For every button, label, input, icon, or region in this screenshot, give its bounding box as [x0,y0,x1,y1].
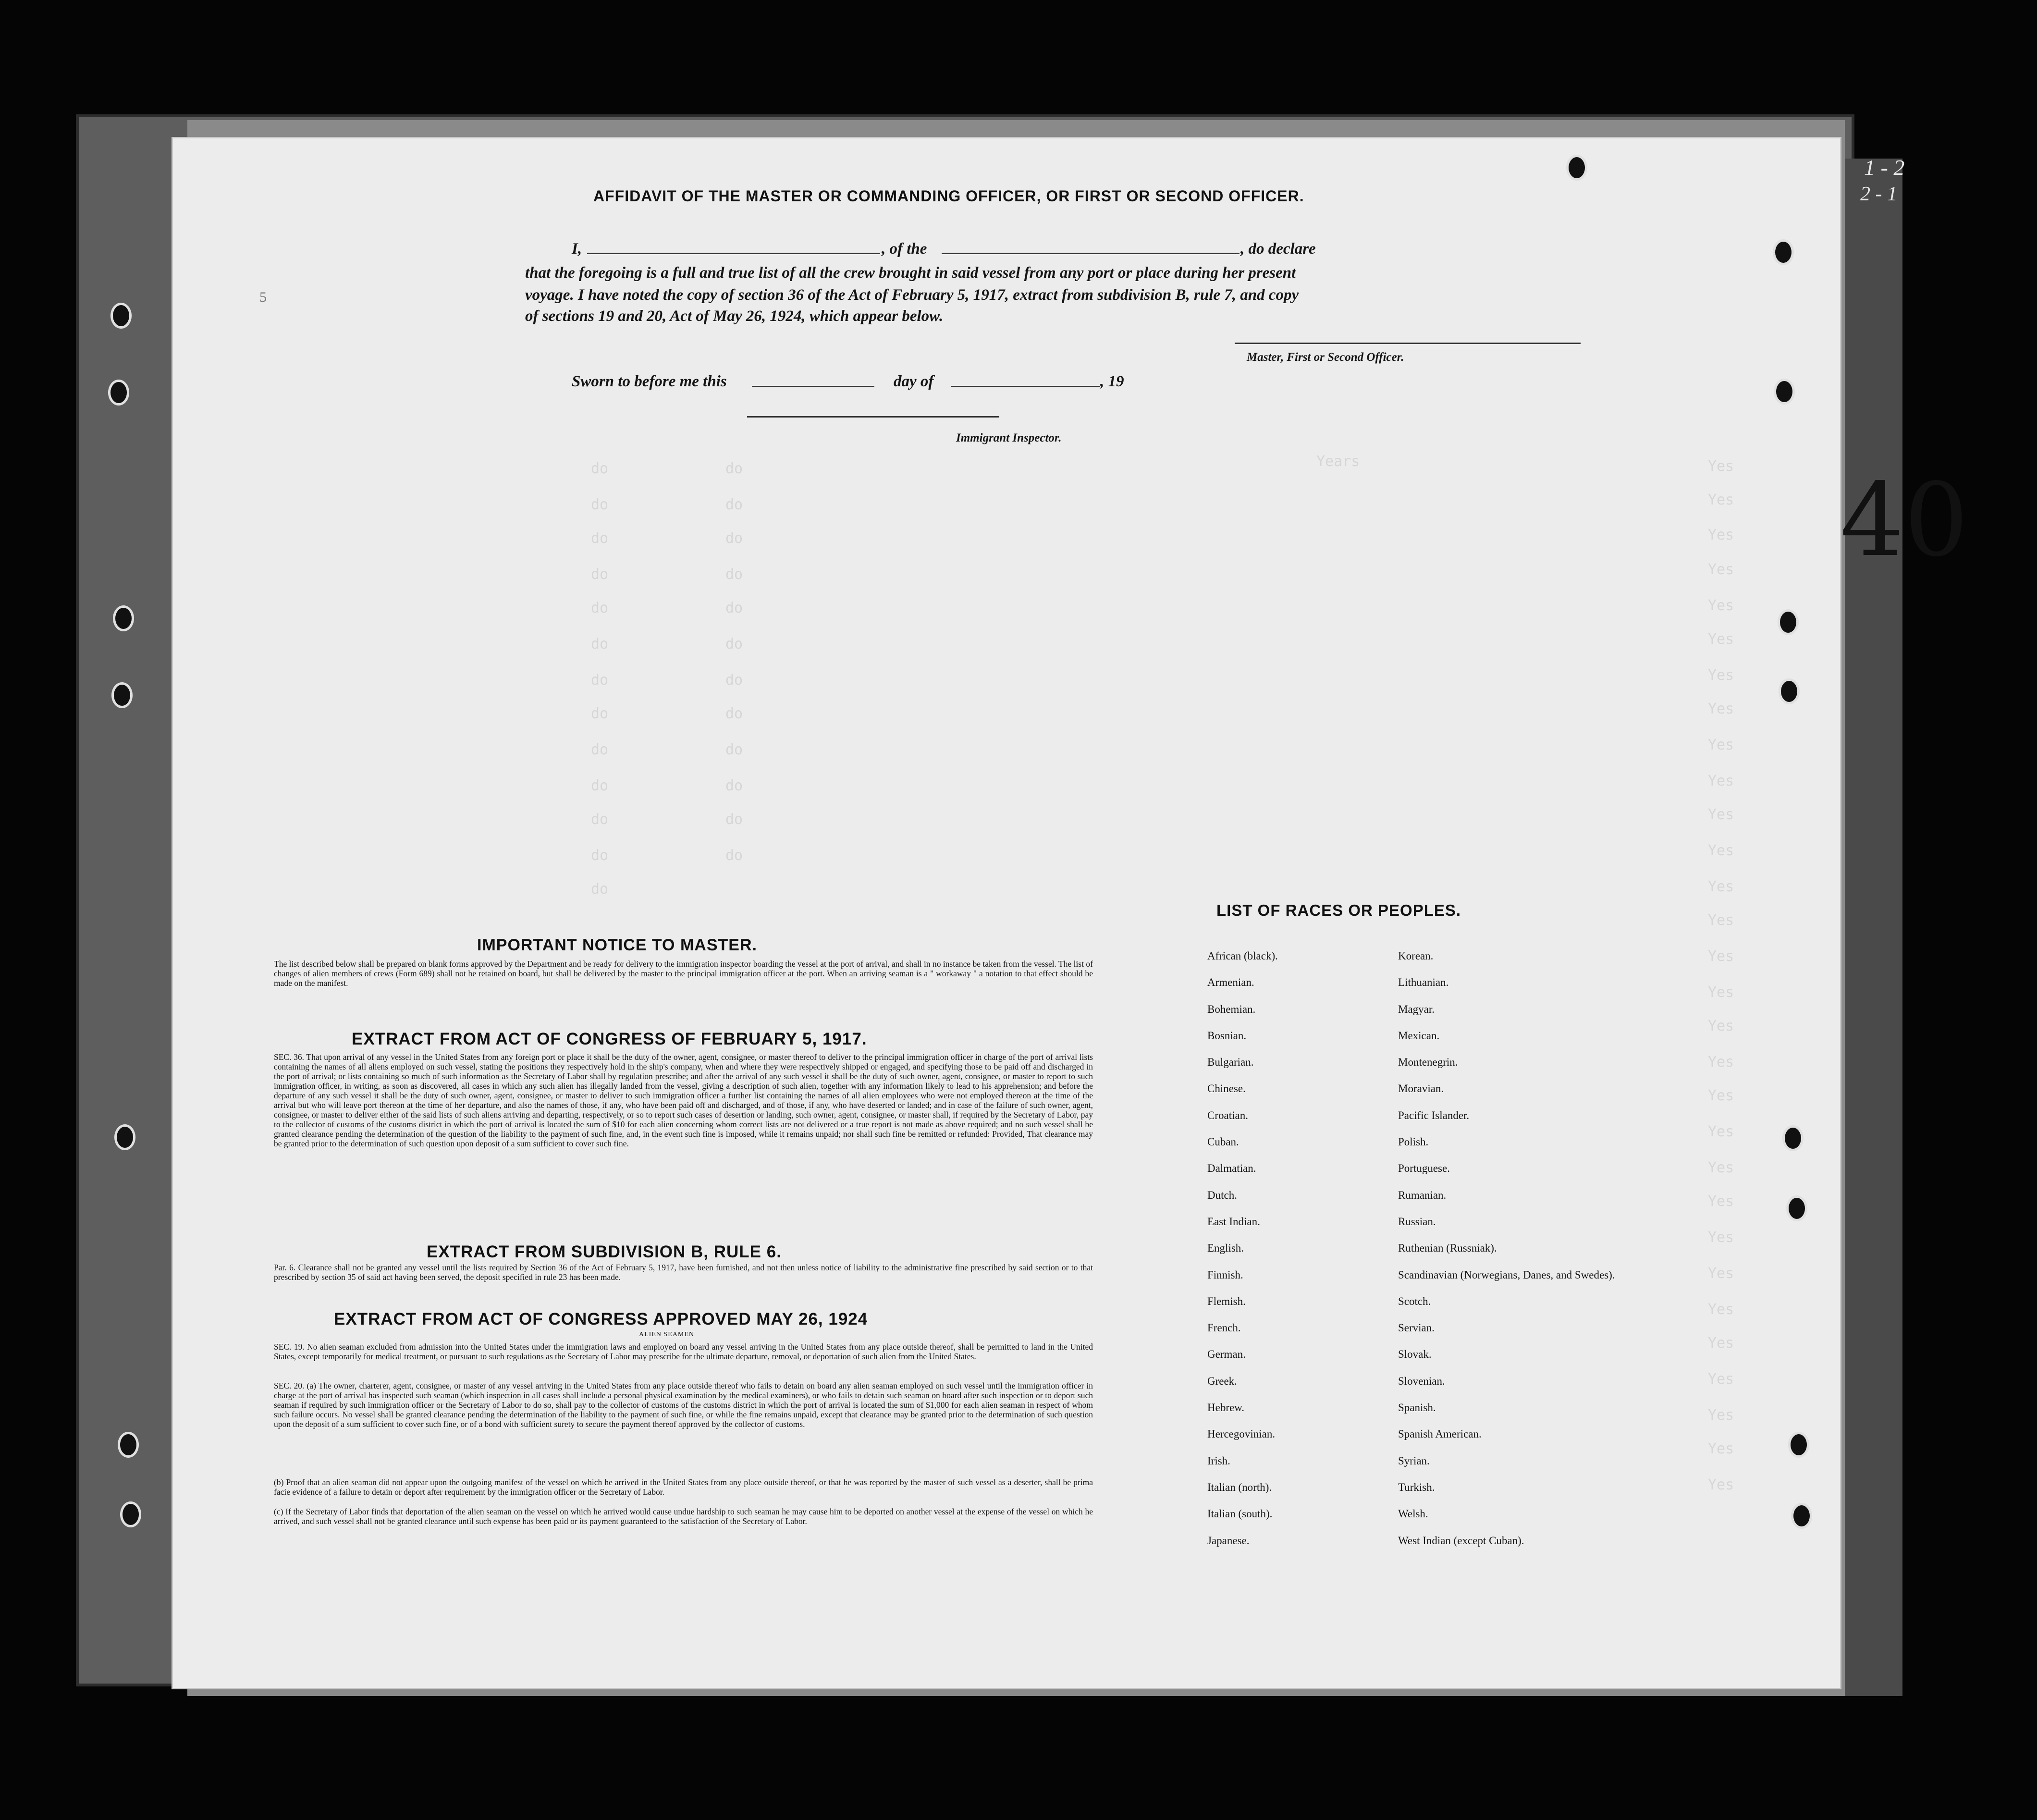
show-through-ditto: do [725,600,743,616]
race-item: Bosnian. [1207,1029,1247,1042]
extract-1924-title: EXTRACT FROM ACT OF CONGRESS APPROVED MAY 26, 1924 [334,1310,868,1328]
affidavit-line-4: of sections 19 and 20, Act of May 26, 1924, which appear below. [525,307,944,325]
show-through-yes: Yes [1708,1159,1734,1176]
race-item: Chinese. [1207,1082,1246,1095]
race-item: English. [1207,1242,1244,1254]
race-item: Portuguese. [1398,1162,1450,1175]
race-item: Scandinavian (Norwegians, Danes, and Swedes). [1398,1268,1615,1281]
race-item: West Indian (except Cuban). [1398,1534,1524,1547]
right-punch-hole [1786,1195,1807,1221]
show-through-yes: Yes [1708,1265,1734,1282]
race-item: Syrian. [1398,1454,1430,1467]
show-through-yes: Yes [1708,458,1734,475]
race-item: Hercegovinian. [1207,1428,1276,1440]
extract-1924-sec19: SEC. 19. No alien seaman excluded from admission into the United States under the immigration laws and employed on board any vessel arriving in the United States from any place outside thereof, shall be permitted to land in the United States, except temporarily for medical treatment, or pursuant to such regulations as the Secretary of Labor may prescribe for the ultimate departure, removal, or deportation of such alien from the United States. [274,1342,1093,1361]
left-binding-hole [113,605,134,631]
left-binding-hole [108,380,129,406]
show-through-yes: Yes [1708,492,1734,508]
show-through-ditto: do [591,496,609,513]
race-item: French. [1207,1322,1241,1334]
vessel-name-line [942,253,1239,254]
notice-title: IMPORTANT NOTICE TO MASTER. [477,936,757,954]
inspector-signature-line [747,416,999,418]
show-through-ditto: do [591,741,609,758]
races-column-1 [1207,949,1371,1561]
show-through-ditto: do [725,566,743,583]
races-title: LIST OF RACES OR PEOPLES. [1216,901,1461,919]
inspector-label: Immigrant Inspector. [956,431,1062,444]
race-item: Scotch. [1398,1295,1431,1307]
race-item: Croatian. [1207,1109,1248,1121]
show-through-yes: Yes [1708,561,1734,578]
race-item: Flemish. [1207,1295,1246,1307]
race-item: Italian (north). [1207,1481,1272,1493]
show-through-yes: Yes [1708,948,1734,965]
affidavit-declare-label: , do declare [1240,240,1316,258]
extract-1924-sec20a: SEC. 20. (a) The owner, charterer, agent, consignee, or master of any vessel arriving in the United States from any place outside thereof who fails to detain on board any alien seaman employed on such vessel until the immigration officer in charge at the port of arrival has inspected such seaman (which inspection in all cases shall include a personal physical examination by the medical examiners), or who fails to detain such seaman on board after such inspection or to deport such seaman if required by such immigration officer or the Secretary of Labor to do so, shall pay to the collector of customs of the customs district in which the port of arrival is located the sum of $1,000 for each alien seaman in respect of whom such failure occurs. No vessel shall be granted clearance pending the determination of the liability to the payment of such fine, or while the fine remains unpaid, except that clearance may be granted prior to the determination of such question upon the deposit of a sum sufficient to cover such fine, or of a bond with sufficient surety to secure the payment thereof approved by the collector of customs. [274,1381,1093,1429]
race-item: German. [1207,1348,1246,1361]
race-item: Welsh. [1398,1508,1428,1520]
race-item: Irish. [1207,1454,1230,1467]
margin-note-top-2: 2 - 1 [1860,183,1897,205]
margin-note-top-1: 1 - 2 [1864,155,1905,180]
show-through-yes: Yes [1708,527,1734,543]
show-through-ditto: do [725,636,743,652]
left-binding-hole [111,682,133,708]
show-through-yes: Yes [1708,1018,1734,1034]
race-item: Lithuanian. [1398,976,1449,989]
sworn-month-line [951,386,1100,387]
affidavit-title: AFFIDAVIT OF THE MASTER OR COMMANDING OFFICER, OR FIRST OR SECOND OFFICER. [593,187,1304,205]
left-binding-hole [110,303,132,329]
show-through-ditto: do [591,881,609,898]
show-through-yes: Yes [1708,984,1734,1001]
race-item: Rumanian. [1398,1189,1447,1201]
show-through-yes: Yes [1708,1335,1734,1352]
affidavit-of-the-label: , of the [882,240,927,258]
race-item: Japanese. [1207,1534,1250,1547]
show-through-ditto: do [591,600,609,616]
margin-note-left-mark: 5 [259,289,267,305]
notice-body: The list described below shall be prepared on blank forms approved by the Department and be ready for delivery to the immigration inspector boarding the vessel at the port of arrival, and shall in no instance be taken from the vessel. The list of changes of alien members of crews (Form 689) shall not be retained on board, but shall be delivered by the master to the principal immigration officer at the port. When an arriving seaman is a " workaway " a notation to that effect should be made on the manifest. [274,959,1093,988]
show-through-ditto: do [725,811,743,828]
show-through-ditto: do [725,741,743,758]
race-item: Spanish. [1398,1402,1436,1414]
show-through-years: Years [1316,453,1360,470]
show-through-ditto: do [591,811,609,828]
margin-note-large-number: 40 [1840,461,1969,579]
right-punch-hole [1566,155,1587,181]
show-through-ditto: do [725,672,743,689]
master-signature-line [1235,343,1581,344]
right-punch-hole [1779,678,1800,704]
right-punch-hole [1791,1503,1812,1529]
show-through-ditto: do [591,847,609,864]
race-item: Hebrew. [1207,1402,1245,1414]
race-item: Montenegrin. [1398,1056,1458,1069]
right-punch-hole [1782,1125,1804,1151]
show-through-ditto: do [591,460,609,477]
show-through-yes: Yes [1708,1440,1734,1457]
show-through-yes: Yes [1708,737,1734,753]
race-item: Slovak. [1398,1348,1432,1361]
affidavit-i-label: I, [572,240,582,258]
master-name-line [587,253,880,254]
left-binding-hole [114,1124,135,1150]
right-punch-hole [1773,239,1794,265]
show-through-ditto: do [725,496,743,513]
sworn-year-label: , 19 [1100,373,1124,390]
show-through-yes: Yes [1708,842,1734,859]
race-item: Cuban. [1207,1136,1239,1148]
race-item: Moravian. [1398,1082,1444,1095]
race-item: Bohemian. [1207,1003,1256,1015]
sworn-day-line [752,386,874,387]
extract-rule6-title: EXTRACT FROM SUBDIVISION B, RULE 6. [427,1242,782,1261]
extract-1917-body: SEC. 36. That upon arrival of any vessel in the United States from any foreign port or place it shall be the duty of the owner, agent, consignee, or master thereof to deliver to the principal immigration officer in charge of the port of arrival lists containing the names of all aliens employed on such vessel, stating the positions they respectively hold in the ship's company, when and where they were respectively shipped or engaged, and specifying those to be paid off and discharged in the port of arrival; or lists containing so much of such information as the Secretary of Labor shall by regulation prescribe; and after the arrival of any such vessel it shall be the duty of such owner, agent, consignee, or master to report to such immigration officer, in writing, as soon as discovered, all cases in which any such alien has illegally landed from the vessel, giving a description of such alien, together with any information likely to lead to his apprehension; and before the departure of any such vessel it shall be the duty of such owner, agent, consignee, or master to deliver to such immigration officer a further list containing the names of all alien employees who were not employed thereon at the time of the arrival but who will leave port thereon at the time of her departure, and also the names of those, if any, who have been paid off and discharged, and of those, if any, who have deserted or landed; and in case of the failure of such owner, agent, consignee, or master to deliver either of the said lists of such aliens arriving and departing, respectively, or so to report such cases of desertion or landing, such owner, agent, consignee, or master shall, if required by the Secretary of Labor, pay to the collector of customs of the customs district in which the port of arrival is located the sum of $10 for each alien concerning whom correct lists are not delivered or a true report is not made as above required; and no such vessel shall be granted clearance pending the determination of the question of the liability to the payment of such fine, and, in the event such fine is imposed, while it remains unpaid; nor shall such fine be remitted or refunded: Provided, That clearance may be granted prior to the determination of such question upon deposit of a sum sufficient to cover such fine. [274,1052,1093,1148]
show-through-yes: Yes [1708,1087,1734,1104]
race-item: Turkish. [1398,1481,1435,1493]
left-binding-hole [118,1432,139,1458]
race-item: African (black). [1207,950,1278,962]
show-through-ditto: do [725,705,743,722]
right-punch-hole [1788,1432,1809,1458]
show-through-ditto: do [725,530,743,547]
race-item: Dalmatian. [1207,1162,1256,1175]
show-through-yes: Yes [1708,1123,1734,1140]
race-item: East Indian. [1207,1215,1260,1228]
show-through-yes: Yes [1708,878,1734,895]
race-item: Ruthenian (Russniak). [1398,1242,1497,1254]
race-item: Magyar. [1398,1003,1435,1015]
extract-1924-sec20c: (c) If the Secretary of Labor finds that deportation of the alien seaman on the vessel on which he arrived would cause undue hardship to such seaman he may cause him to be deported on another vessel at the expense of the vessel on which he arrived, and such vessel shall not be granted clearance until such expense has been paid or its payment guaranteed to the satisfaction of the Secretary of Labor. [274,1507,1093,1526]
show-through-ditto: do [591,636,609,652]
race-item: Mexican. [1398,1029,1440,1042]
sworn-day-of-label: day of [894,373,934,390]
show-through-yes: Yes [1708,701,1734,717]
show-through-yes: Yes [1708,1229,1734,1246]
race-item: Pacific Islander. [1398,1109,1470,1121]
show-through-ditto: do [725,460,743,477]
show-through-ditto: do [591,530,609,547]
show-through-yes: Yes [1708,1054,1734,1070]
show-through-ditto: do [591,777,609,794]
extract-1924-subtitle: ALIEN SEAMEN [639,1331,695,1338]
show-through-yes: Yes [1708,597,1734,614]
race-item: Italian (south). [1207,1508,1273,1520]
form-page [173,138,1840,1688]
race-item: Dutch. [1207,1189,1237,1201]
master-signature-label: Master, First or Second Officer. [1247,351,1404,364]
show-through-yes: Yes [1708,773,1734,789]
show-through-yes: Yes [1708,1407,1734,1424]
show-through-yes: Yes [1708,631,1734,648]
races-column-2 [1398,949,1667,1561]
show-through-ditto: do [725,777,743,794]
show-through-yes: Yes [1708,667,1734,684]
race-item: Bulgarian. [1207,1056,1254,1069]
extract-1924-sec20b: (b) Proof that an alien seaman did not appear upon the outgoing manifest of the vessel on which he arrived in the United States from any place outside thereof, or that he was reported by the master of such vessel as a deserter, shall be prima facie evidence of a failure to detain or deport after requirement by the immigration officer or the Secretary of Labor. [274,1477,1093,1497]
show-through-ditto: do [725,847,743,864]
affidavit-line-2: that the foregoing is a full and true list of all the crew brought in said vessel from any port or place during her present [525,264,1296,282]
extract-1917-title: EXTRACT FROM ACT OF CONGRESS OF FEBRUARY 5, 1917. [352,1030,867,1048]
left-binding-hole [120,1501,141,1527]
race-item: Slovenian. [1398,1375,1445,1387]
affidavit-line-3: voyage. I have noted the copy of section 36 of the Act of February 5, 1917, extract from subdivision B, rule 7, and copy [525,286,1299,304]
show-through-ditto: do [591,672,609,689]
race-item: Polish. [1398,1136,1429,1148]
race-item: Finnish. [1207,1268,1243,1281]
race-item: Korean. [1398,950,1434,962]
show-through-ditto: do [591,566,609,583]
extract-rule6-body: Par. 6. Clearance shall not be granted any vessel until the lists required by Section 36 of the Act of February 5, 1917, have been furnished, and not then unless notice of liability to the administrative fine prescribed by said section or to that prescribed by section 35 of said act having been served, the deposit specified in rule 23 has been made. [274,1263,1093,1282]
show-through-yes: Yes [1708,912,1734,929]
show-through-yes: Yes [1708,1301,1734,1318]
show-through-yes: Yes [1708,1476,1734,1493]
show-through-yes: Yes [1708,1193,1734,1210]
right-punch-hole [1774,379,1795,405]
show-through-yes: Yes [1708,1371,1734,1388]
race-item: Servian. [1398,1322,1435,1334]
race-item: Armenian. [1207,976,1254,989]
show-through-ditto: do [591,705,609,722]
race-item: Spanish American. [1398,1428,1482,1440]
race-item: Russian. [1398,1215,1436,1228]
right-punch-hole [1778,609,1799,635]
race-item: Greek. [1207,1375,1237,1387]
show-through-yes: Yes [1708,806,1734,823]
sworn-label: Sworn to before me this [572,373,727,390]
